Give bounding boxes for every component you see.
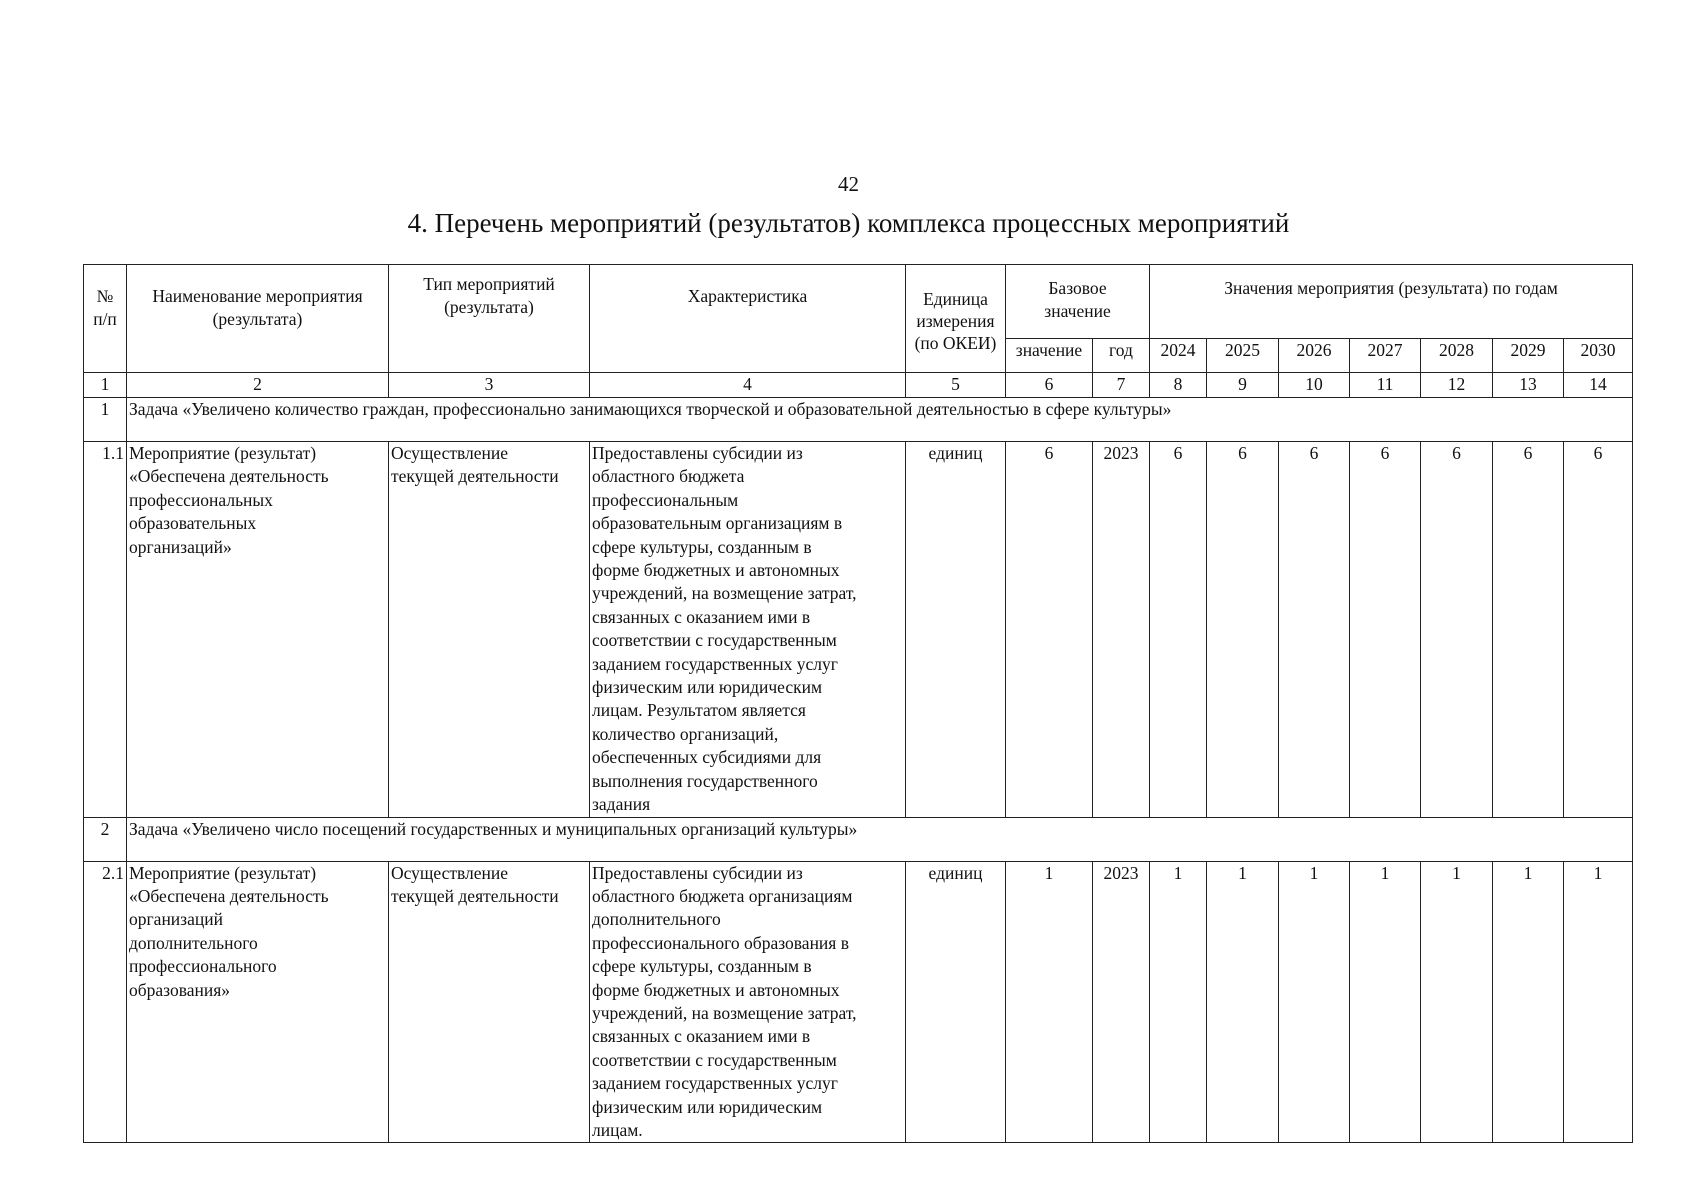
item-base-year: 2023: [1093, 442, 1150, 818]
task-row: [84, 398, 1633, 442]
table-row: [84, 442, 1633, 818]
column-numbers-row: [84, 373, 1633, 398]
task-text: Задача «Увеличено количество граждан, профессионально занимающихся творческой и образовательной деятельностью в сфере культуры»: [127, 398, 1633, 442]
item-year-value: 6: [1279, 442, 1350, 818]
header-year: 2027: [1350, 339, 1421, 373]
column-number: 10: [1279, 373, 1350, 398]
item-year-value: 6: [1207, 442, 1279, 818]
column-number: 13: [1493, 373, 1564, 398]
item-characteristic: Предоставлены субсидии из областного бюджета организациям дополнительного профессионального образования в сфере культуры, созданным в форме бюджетных и автономных учреждений, на возмещение затрат, связанных с оказанием ими в соответствии с государственным заданием государственных услуг физическим или юридическим лицам.: [590, 861, 906, 1143]
column-number: 12: [1421, 373, 1493, 398]
activities-table: [83, 264, 1633, 1143]
item-year-value: 1: [1564, 861, 1633, 1143]
item-year-value: 6: [1350, 442, 1421, 818]
column-number: 3: [389, 373, 590, 398]
column-number: 8: [1150, 373, 1207, 398]
item-unit: единиц: [906, 442, 1006, 818]
item-base-year: 2023: [1093, 861, 1150, 1143]
column-number: 2: [127, 373, 389, 398]
column-number: 1: [84, 373, 127, 398]
task-row: [84, 817, 1633, 861]
item-number: 1.1: [84, 442, 127, 818]
header-base-year: год: [1093, 339, 1150, 373]
item-year-value: 1: [1150, 861, 1207, 1143]
column-number: 5: [906, 373, 1006, 398]
item-name: Мероприятие (результат) «Обеспечена деятельность организаций дополнительного профессионального образования»: [127, 861, 389, 1143]
header-year: 2029: [1493, 339, 1564, 373]
header-by-years: Значения мероприятия (результата) по годам: [1150, 265, 1633, 339]
header-characteristic: Характеристика: [590, 265, 906, 373]
header-type: Тип мероприятий (результата): [389, 265, 590, 373]
task-number: 1: [84, 398, 127, 442]
column-number: 6: [1006, 373, 1093, 398]
item-year-value: 6: [1421, 442, 1493, 818]
table-row: [84, 861, 1633, 1143]
column-number: 14: [1564, 373, 1633, 398]
column-number: 7: [1093, 373, 1150, 398]
item-year-value: 1: [1421, 861, 1493, 1143]
item-unit: единиц: [906, 861, 1006, 1143]
item-type: Осуществление текущей деятельности: [389, 442, 590, 818]
item-year-value: 1: [1207, 861, 1279, 1143]
task-text: Задача «Увеличено число посещений государственных и муниципальных организаций культуры»: [127, 817, 1633, 861]
item-year-value: 6: [1493, 442, 1564, 818]
page-title: 4. Перечень мероприятий (результатов) комплекса процессных мероприятий: [407, 208, 1290, 238]
item-name: Мероприятие (результат) «Обеспечена деятельность профессиональных образовательных организаций»: [127, 442, 389, 818]
header-year: 2024: [1150, 339, 1207, 373]
item-year-value: 1: [1279, 861, 1350, 1143]
header-year: 2030: [1564, 339, 1633, 373]
task-number: 2: [84, 817, 127, 861]
item-year-value: 6: [1150, 442, 1207, 818]
header-name: Наименование мероприятия (результата): [127, 265, 389, 373]
header-base-value: значение: [1006, 339, 1093, 373]
header-year: 2028: [1421, 339, 1493, 373]
header-year: 2025: [1207, 339, 1279, 373]
item-base-value: 1: [1006, 861, 1093, 1143]
column-number: 9: [1207, 373, 1279, 398]
header-row: [84, 265, 1633, 339]
column-number: 11: [1350, 373, 1421, 398]
item-number: 2.1: [84, 861, 127, 1143]
item-type: Осуществление текущей деятельности: [389, 861, 590, 1143]
item-year-value: 1: [1350, 861, 1421, 1143]
column-number: 4: [590, 373, 906, 398]
item-year-value: 6: [1564, 442, 1633, 818]
header-base: Базовое значение: [1006, 265, 1150, 339]
header-year: 2026: [1279, 339, 1350, 373]
item-characteristic: Предоставлены субсидии из областного бюджета профессиональным образовательным организациям в сфере культуры, созданным в форме бюджетных и автономных учреждений, на возмещение затрат, связанных с оказанием ими в соответствии с государственным заданием государственных услуг физическим или юридическим лицам. Результатом является количество организаций, обеспеченных субсидиями для выполнения государственного задания: [590, 442, 906, 818]
item-base-value: 6: [1006, 442, 1093, 818]
header-unit: Единица измерения (по ОКЕИ): [906, 265, 1006, 373]
item-year-value: 1: [1493, 861, 1564, 1143]
page-number: 42: [838, 172, 859, 196]
header-num: № п/п: [84, 265, 127, 373]
